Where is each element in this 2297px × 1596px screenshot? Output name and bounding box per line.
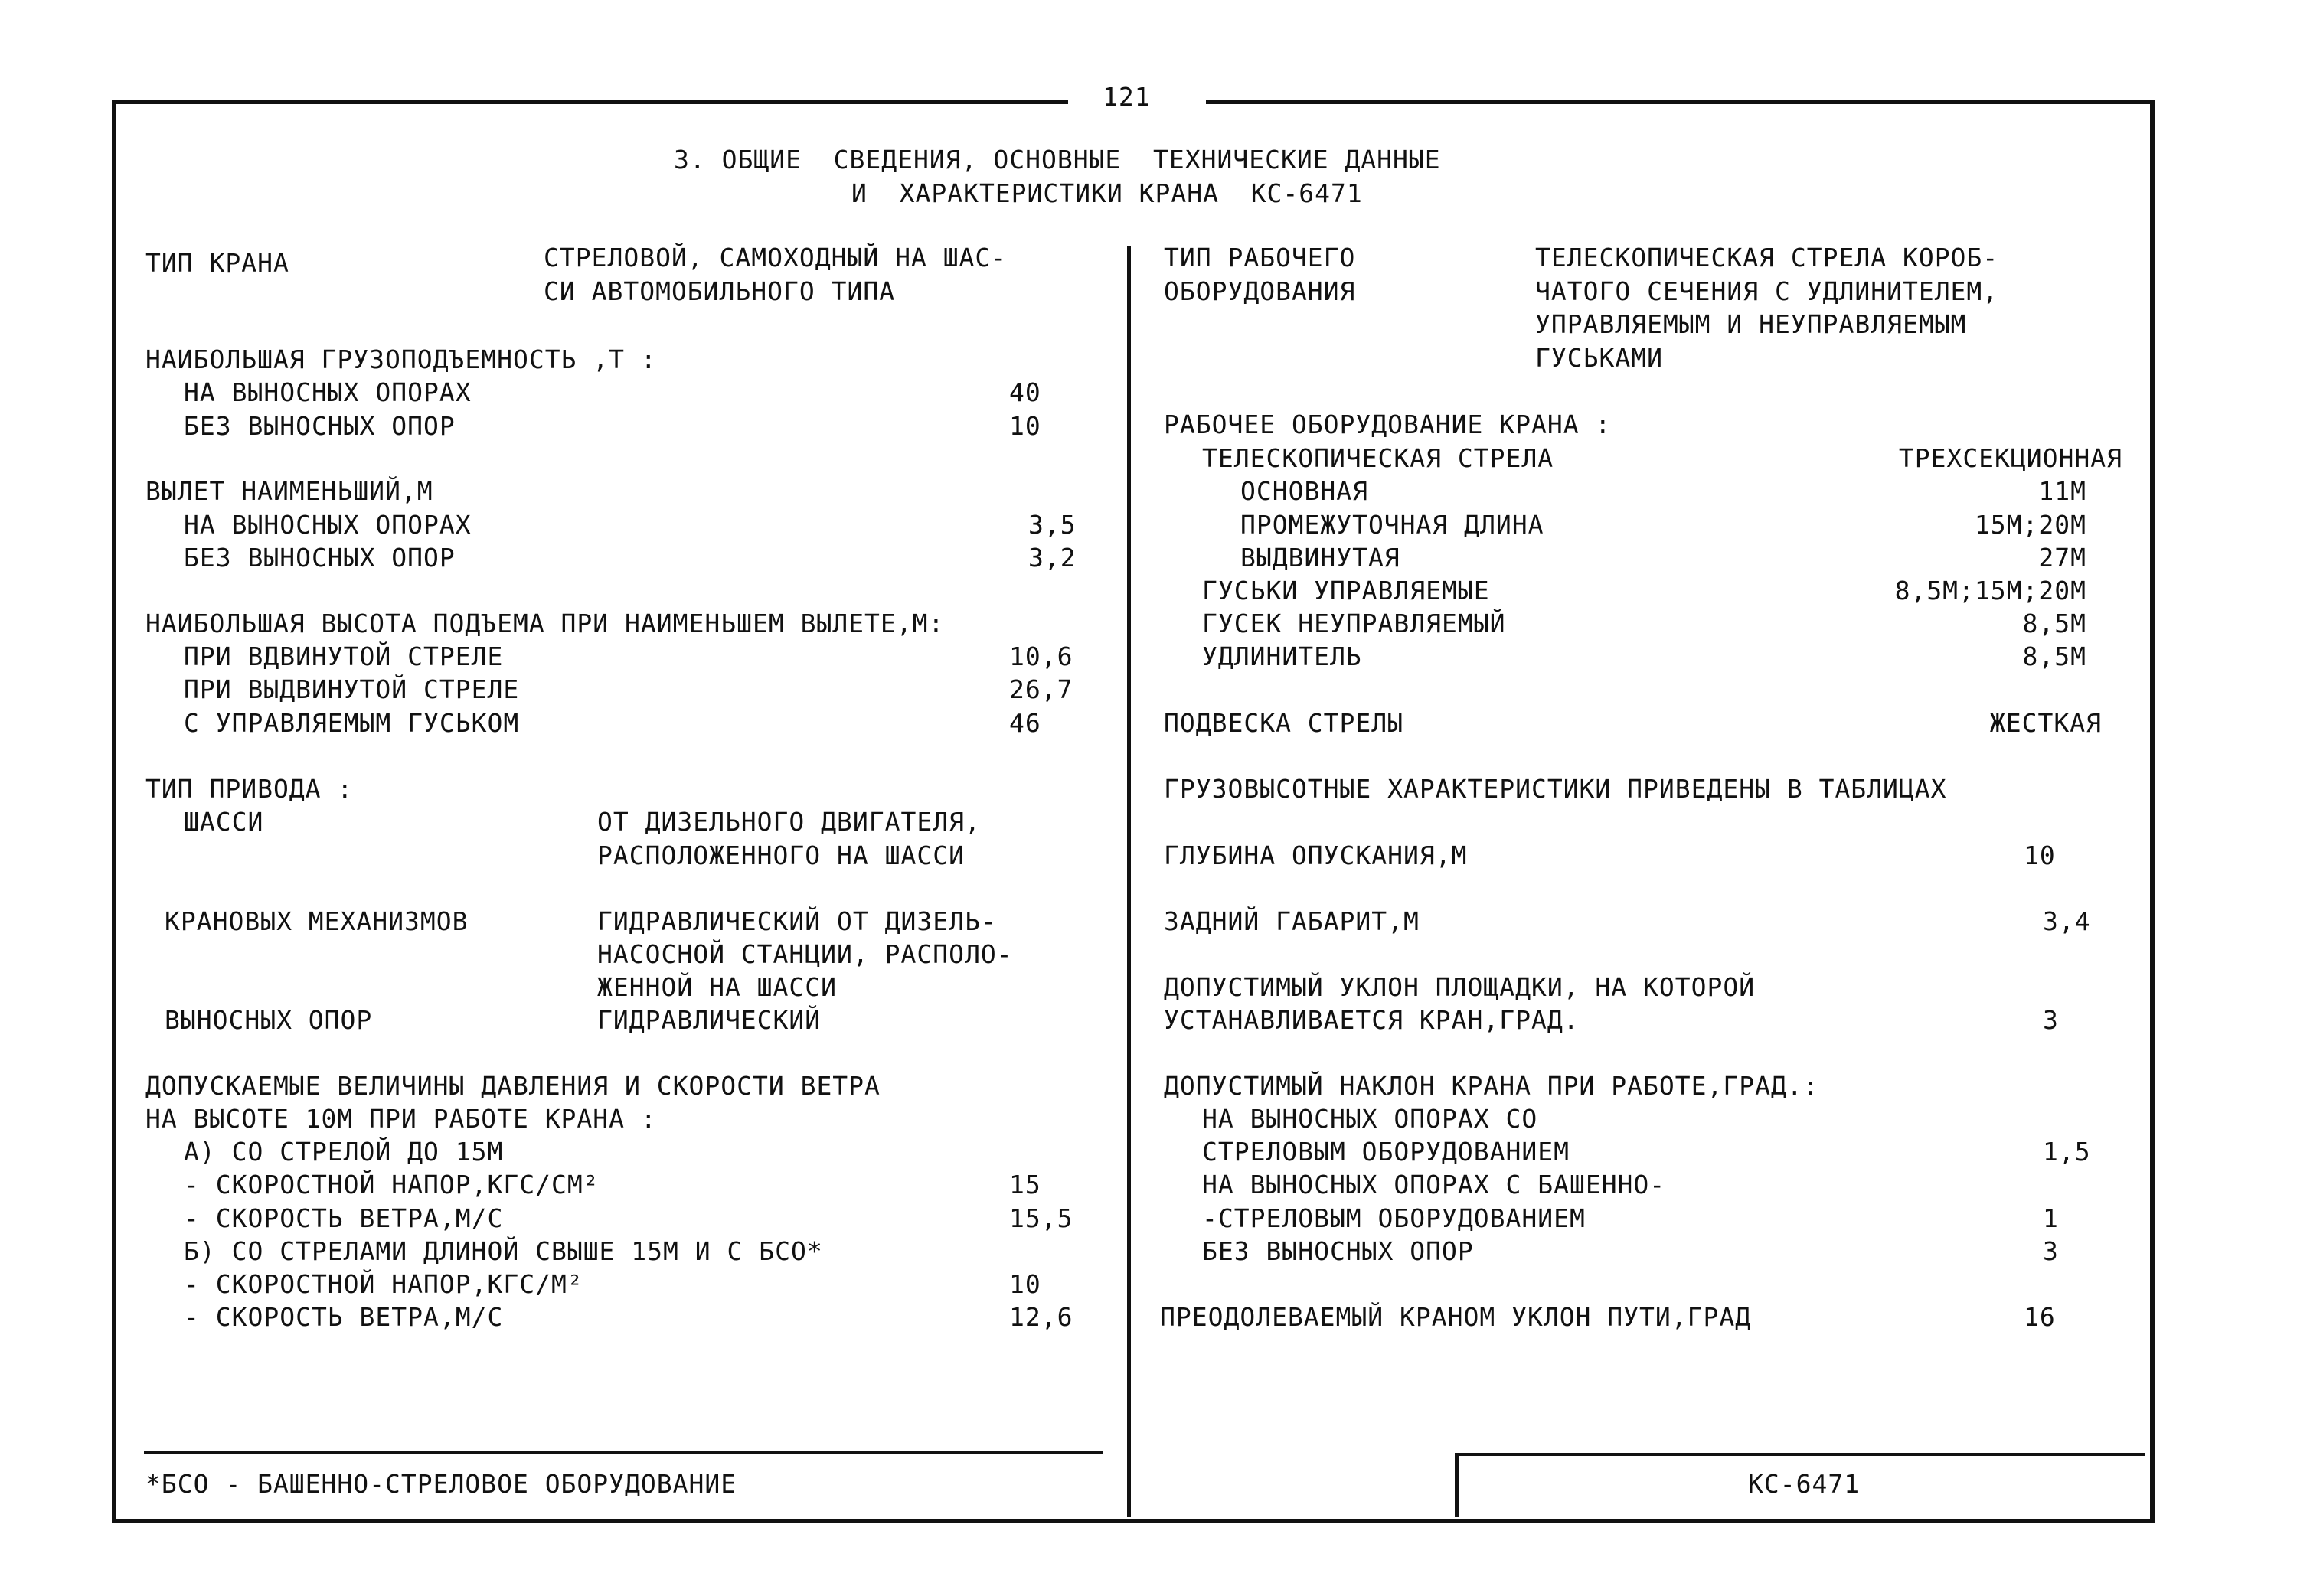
crane-type-value-2: СИ АВТОМОБИЛЬНОГО ТИПА: [544, 276, 896, 306]
wind-a-row-label: - СКОРОСТЬ ВЕТРА,М/С: [184, 1203, 504, 1233]
capacity-row-label: НА ВЫНОСНЫХ ОПОРАХ: [184, 377, 472, 407]
tilt-row-2-line-1: НА ВЫНОСНЫХ ОПОРАХ С БАШЕННО-: [1202, 1170, 1666, 1199]
title-line-2: И ХАРАКТЕРИСТИКИ КРАНА КС-6471: [851, 178, 1363, 208]
drive-outrigger-value: ГИДРАВЛИЧЕСКИЙ: [597, 1005, 822, 1035]
drive-mech-label: КРАНОВЫХ МЕХАНИЗМОВ: [165, 906, 469, 936]
column-divider: [1127, 246, 1131, 1517]
wind-heading-2: НА ВЫСОТЕ 10М ПРИ РАБОТЕ КРАНА :: [145, 1104, 657, 1134]
suspension-value: ЖЕСТКАЯ: [1989, 708, 2102, 738]
drive-chassis-value-1: ОТ ДИЗЕЛЬНОГО ДВИГАТЕЛЯ,: [597, 807, 981, 837]
tilt-row-1-line-1: НА ВЫНОСНЫХ ОПОРАХ СО: [1202, 1104, 1538, 1134]
load-table-note: ГРУЗОВЫСОТНЫЕ ХАРАКТЕРИСТИКИ ПРИВЕДЕНЫ В ТАБЛИЦАХ: [1164, 774, 1947, 804]
drive-heading: ТИП ПРИВОДА :: [145, 774, 354, 804]
drawing-stamp: КС-6471: [1748, 1469, 1861, 1499]
equipment-type-label-2: ОБОРУДОВАНИЯ: [1164, 276, 1356, 306]
site-slope-label-1: ДОПУСТИМЫЙ УКЛОН ПЛОЩАДКИ, НА КОТОРОЙ: [1164, 972, 1756, 1002]
stamp-top-rule: [1455, 1453, 2145, 1456]
capacity-heading: НАИБОЛЬШАЯ ГРУЗОПОДЪЕМНОСТЬ ,Т :: [145, 344, 657, 374]
wind-b-row-label: - СКОРОСТЬ ВЕТРА,М/С: [184, 1302, 504, 1332]
reach-row-label: БЕЗ ВЫНОСНЫХ ОПОР: [184, 543, 456, 573]
stamp-left-rule: [1455, 1453, 1459, 1517]
tilt-row-2-line-2: -СТРЕЛОВЫМ ОБОРУДОВАНИЕМ: [1202, 1203, 1586, 1233]
tilt-heading: ДОПУСТИМЫЙ НАКЛОН КРАНА ПРИ РАБОТЕ,ГРАД.:: [1164, 1071, 1819, 1101]
drive-outrigger-label: ВЫНОСНЫХ ОПОР: [165, 1005, 373, 1035]
height-row-label: ПРИ ВДВИНУТОЙ СТРЕЛЕ: [184, 641, 504, 671]
wind-heading-1: ДОПУСКАЕМЫЕ ВЕЛИЧИНЫ ДАВЛЕНИЯ И СКОРОСТИ ВЕТРА: [145, 1071, 881, 1101]
tilt-row-2-value: 1: [2043, 1203, 2059, 1233]
height-row-value: 26,7: [1009, 674, 1073, 704]
rear-clearance-label: ЗАДНИЙ ГАБАРИТ,М: [1164, 906, 1420, 936]
wind-a-row-value: 15,5: [1009, 1203, 1073, 1233]
jib-row-label: УДЛИНИТЕЛЬ: [1202, 641, 1362, 671]
boom-row-label: ПРОМЕЖУТОЧНАЯ ДЛИНА: [1240, 510, 1544, 540]
crane-type-value-1: СТРЕЛОВОЙ, САМОХОДНЫЙ НА ШАС-: [544, 243, 1008, 273]
height-row-label: С УПРАВЛЯЕМЫМ ГУСЬКОМ: [184, 708, 520, 738]
capacity-row-label: БЕЗ ВЫНОСНЫХ ОПОР: [184, 411, 456, 441]
boom-row-label: ВЫДВИНУТАЯ: [1240, 543, 1400, 573]
jib-row-label: ГУСЕК НЕУПРАВЛЯЕМЫЙ: [1202, 609, 1506, 638]
boom-row-value: 27М: [2038, 543, 2086, 573]
equipment-type-value-1: ТЕЛЕСКОПИЧЕСКАЯ СТРЕЛА КОРОБ-: [1535, 243, 1999, 273]
footnote: *БСО - БАШЕННО-СТРЕЛОВОЕ ОБОРУДОВАНИЕ: [145, 1469, 737, 1499]
boom-row-label: ОСНОВНАЯ: [1240, 476, 1368, 506]
wind-a-row-label: - СКОРОСТНОЙ НАПОР,КГС/СМ²: [184, 1170, 600, 1199]
boom-label: ТЕЛЕСКОПИЧЕСКАЯ СТРЕЛА: [1202, 443, 1554, 473]
wind-b-row-value: 10: [1009, 1269, 1041, 1299]
wind-b-row-value: 12,6: [1009, 1302, 1073, 1332]
equipment-type-value-2: ЧАТОГО СЕЧЕНИЯ С УДЛИНИТЕЛЕМ,: [1535, 276, 1999, 306]
jib-row-value: 8,5М: [2022, 641, 2086, 671]
title-line-1: 3. ОБЩИЕ СВЕДЕНИЯ, ОСНОВНЫЕ ТЕХНИЧЕСКИЕ ДАННЫЕ: [674, 145, 1441, 175]
tilt-row-3-label: БЕЗ ВЫНОСНЫХ ОПОР: [1202, 1236, 1474, 1266]
working-equipment-heading: РАБОЧЕЕ ОБОРУДОВАНИЕ КРАНА :: [1164, 410, 1612, 439]
equipment-type-value-3: УПРАВЛЯЕМЫМ И НЕУПРАВЛЯЕМЫМ: [1535, 309, 1967, 339]
boom-row-value: 15М;20М: [1974, 510, 2086, 540]
tilt-row-1-value: 1,5: [2043, 1137, 2091, 1167]
height-row-value: 10,6: [1009, 641, 1073, 671]
lowering-depth-value: 10: [2024, 840, 2056, 870]
drive-mech-value-2: НАСОСНОЙ СТАНЦИИ, РАСПОЛО-: [597, 939, 1013, 969]
crane-type-label: ТИП КРАНА: [145, 248, 289, 278]
capacity-row-value: 10: [1009, 411, 1041, 441]
wind-b-label: Б) СО СТРЕЛАМИ ДЛИНОЙ СВЫШЕ 15М И С БСО*: [184, 1236, 823, 1266]
reach-row-label: НА ВЫНОСНЫХ ОПОРАХ: [184, 510, 472, 540]
site-slope-label-2: УСТАНАВЛИВАЕТСЯ КРАН,ГРАД.: [1164, 1005, 1580, 1035]
capacity-row-value: 40: [1009, 377, 1041, 407]
suspension-label: ПОДВЕСКА СТРЕЛЫ: [1164, 708, 1404, 738]
height-row-value: 46: [1009, 708, 1041, 738]
travel-slope-label: ПРЕОДОЛЕВАЕМЫЙ КРАНОМ УКЛОН ПУТИ,ГРАД: [1160, 1302, 1752, 1332]
height-heading: НАИБОЛЬШАЯ ВЫСОТА ПОДЪЕМА ПРИ НАИМЕНЬШЕМ ВЫЛЕТЕ,М:: [145, 609, 945, 638]
height-row-label: ПРИ ВЫДВИНУТОЙ СТРЕЛЕ: [184, 674, 520, 704]
wind-b-row-label: - СКОРОСТНОЙ НАПОР,КГС/М²: [184, 1269, 583, 1299]
lowering-depth-label: ГЛУБИНА ОПУСКАНИЯ,М: [1164, 840, 1468, 870]
drive-mech-value-3: ЖЕННОЙ НА ШАССИ: [597, 972, 838, 1002]
boom-value: ТРЕХСЕКЦИОННАЯ: [1898, 443, 2122, 473]
tilt-row-1-line-2: СТРЕЛОВЫМ ОБОРУДОВАНИЕМ: [1202, 1137, 1570, 1167]
site-slope-value: 3: [2043, 1005, 2059, 1035]
jib-row-value: 8,5М: [2022, 609, 2086, 638]
boom-row-value: 11М: [2038, 476, 2086, 506]
equipment-type-label-1: ТИП РАБОЧЕГО: [1164, 243, 1356, 273]
tilt-row-3-value: 3: [2043, 1236, 2059, 1266]
jib-row-label: ГУСЬКИ УПРАВЛЯЕМЫЕ: [1202, 576, 1490, 605]
drive-chassis-value-2: РАСПОЛОЖЕННОГО НА ШАССИ: [597, 840, 965, 870]
reach-row-value: 3,5: [1028, 510, 1077, 540]
footnote-rule: [144, 1451, 1103, 1454]
rear-clearance-value: 3,4: [2043, 906, 2091, 936]
reach-heading: ВЫЛЕТ НАИМЕНЬШИЙ,М: [145, 476, 433, 506]
wind-a-label: А) СО СТРЕЛОЙ ДО 15М: [184, 1137, 504, 1167]
drive-chassis-label: ШАССИ: [184, 807, 264, 837]
page-number: 121: [1103, 82, 1151, 112]
equipment-type-value-4: ГУСЬКАМИ: [1535, 343, 1663, 373]
travel-slope-value: 16: [2024, 1302, 2056, 1332]
reach-row-value: 3,2: [1028, 543, 1077, 573]
drive-mech-value-1: ГИДРАВЛИЧЕСКИЙ ОТ ДИЗЕЛЬ-: [597, 906, 997, 936]
wind-a-row-value: 15: [1009, 1170, 1041, 1199]
jib-row-value: 8,5М;15М;20М: [1894, 576, 2086, 605]
